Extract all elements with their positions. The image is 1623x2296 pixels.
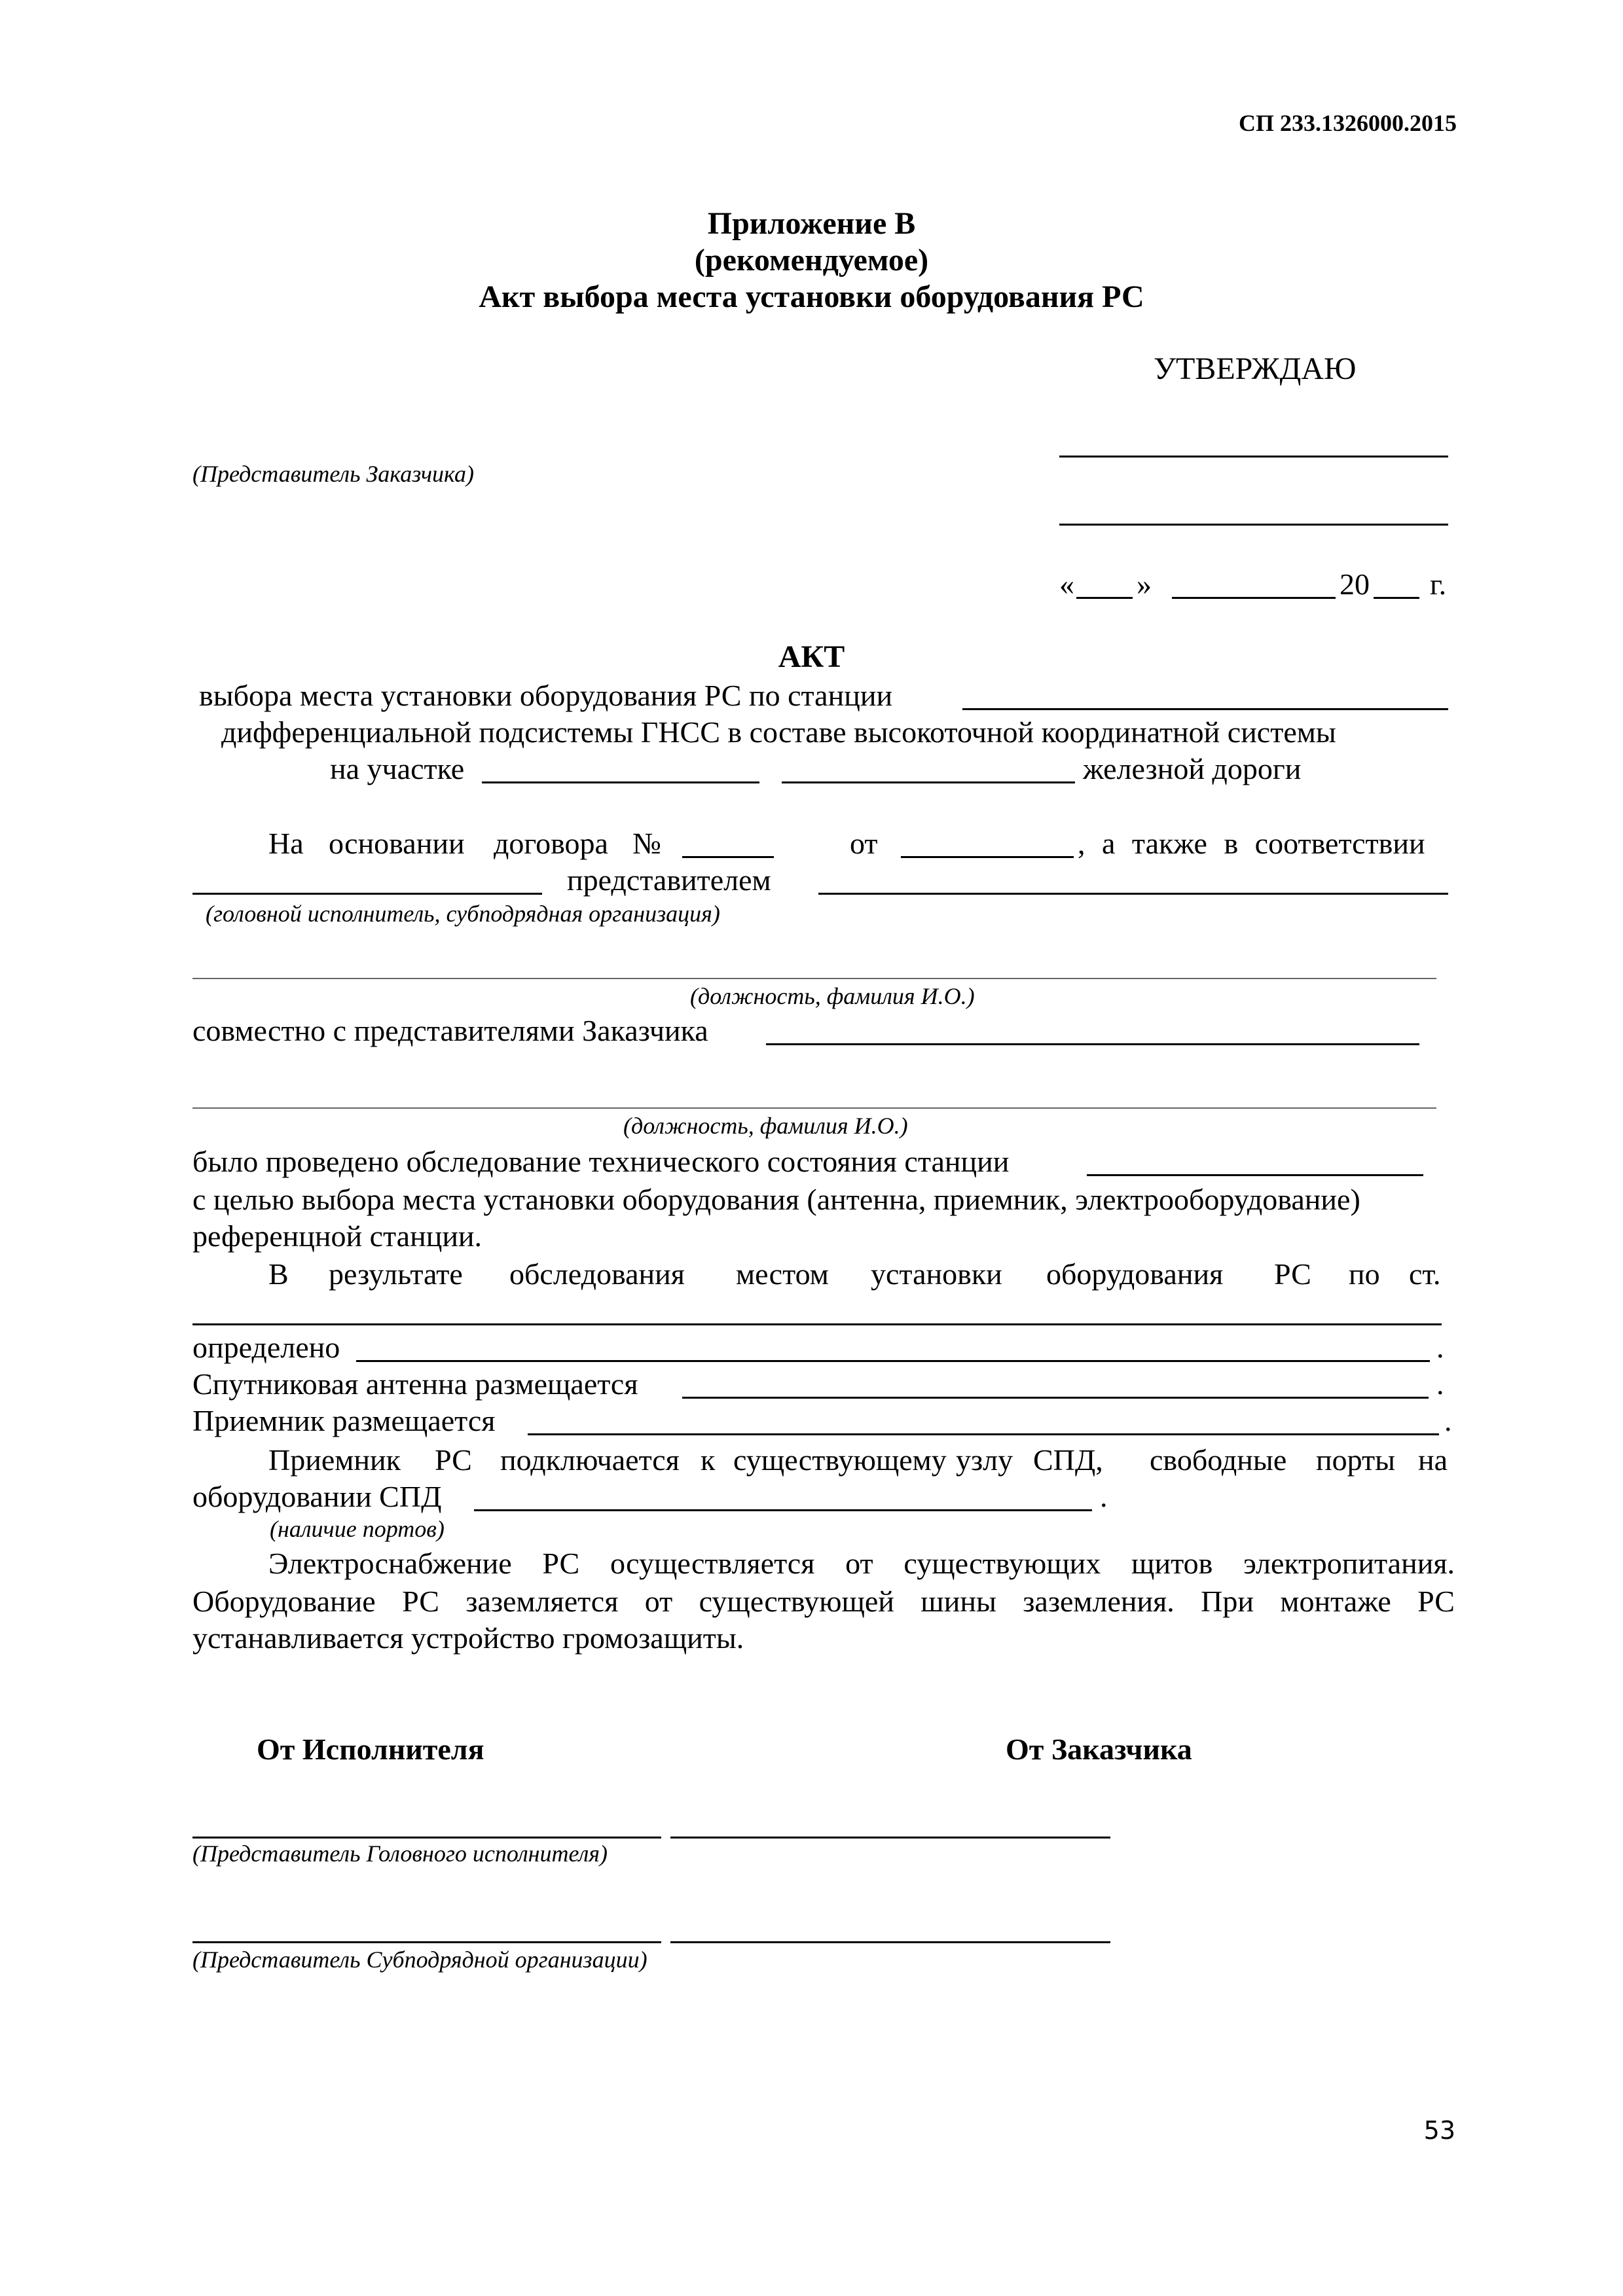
position-caption-2: (должность, фамилия И.О.) <box>623 1113 908 1139</box>
section-from-blank <box>482 781 759 783</box>
main-executor-caption: (Представитель Головного исполнителя) <box>192 1840 608 1867</box>
free-ports-blank <box>474 1509 1092 1511</box>
survey-station-blank <box>1087 1174 1423 1176</box>
antenna-dot: . <box>1436 1367 1444 1401</box>
approve-label: УТВЕРЖДАЮ <box>1154 351 1357 386</box>
result-word-4: местом <box>736 1257 829 1291</box>
approval-name-line <box>1059 524 1448 526</box>
receiver-label: Приемник размещается <box>192 1404 496 1437</box>
survey-line-3: референцной станции. <box>192 1219 483 1253</box>
result-word-1: В <box>268 1257 289 1291</box>
from-customer-label: От Заказчика <box>1006 1732 1192 1766</box>
customer-signature-line-1 <box>670 1837 1110 1839</box>
position-caption-1: (должность, фамилия И.О.) <box>690 983 975 1009</box>
determined-blank <box>356 1360 1430 1362</box>
document-code: СП 233.1326000.2015 <box>1239 110 1457 136</box>
section-to-blank <box>782 781 1075 783</box>
survey-line-1: было проведено обследование технического состояния станции <box>192 1145 1010 1178</box>
determined-label: определено <box>192 1331 340 1364</box>
result-word-7: РС <box>1274 1257 1311 1291</box>
result-full-line <box>192 1323 1442 1325</box>
antenna-label: Спутниковая антенна размещается <box>192 1367 638 1401</box>
position-full-line-2 <box>192 1107 1436 1109</box>
appendix-label: Приложение В <box>707 206 916 241</box>
appendix-status: (рекомендуемое) <box>694 243 929 278</box>
result-word-8: по <box>1349 1257 1380 1291</box>
free-ports-dot: . <box>1100 1480 1108 1513</box>
subcontractor-caption: (Представитель Субподрядной организации) <box>192 1946 647 1973</box>
customer-representative-caption: (Представитель Заказчика) <box>192 461 474 487</box>
appendix-title: Акт выбора места установки оборудования РС <box>479 279 1144 314</box>
together-label: совместно с представителями Заказчика <box>192 1014 708 1047</box>
power-line-3: устанавливается устройство громозащиты. <box>192 1621 744 1655</box>
main-executor-signature-line <box>192 1837 661 1839</box>
power-line-1: Электроснабжение РС осуществляется от существующих щитов электропитания. <box>268 1547 1455 1580</box>
contract-number-blank <box>682 856 774 858</box>
connect-word-4: к <box>701 1443 716 1477</box>
representative-blank <box>818 893 1448 895</box>
antenna-blank <box>682 1397 1429 1399</box>
date-day-blank <box>1076 597 1133 599</box>
result-word-6: оборудования <box>1046 1257 1224 1291</box>
position-full-line-1 <box>192 978 1436 979</box>
survey-line-2: с целью выбора места установки оборудования (антенна, приемник, электрооборудование) <box>192 1183 1360 1216</box>
customer-reps-blank <box>766 1043 1419 1045</box>
date-year-prefix: 20 <box>1340 567 1370 601</box>
act-line-subsystem: дифференциальной подсистемы ГНСС в составе высокоточной координатной системы <box>221 715 1336 749</box>
basis-word-2: основании <box>329 827 465 860</box>
determined-dot: . <box>1436 1331 1444 1364</box>
date-month-blank <box>1172 597 1336 599</box>
date-year-blank <box>1374 597 1419 599</box>
date-open-quote: « <box>1059 567 1074 601</box>
station-name-blank <box>962 708 1448 710</box>
connect-word-2: РС <box>435 1443 472 1477</box>
power-line-2: Оборудование РС заземляется от существующей шины заземления. При монтаже РС <box>192 1585 1455 1618</box>
contract-date-blank <box>901 856 1074 858</box>
connect-word-10: на <box>1418 1443 1448 1477</box>
page-number: 53 <box>1423 2116 1455 2145</box>
date-year-suffix: г. <box>1430 567 1447 601</box>
representative-label: представителем <box>567 863 771 897</box>
subcontractor-signature-line <box>192 1941 661 1943</box>
act-line-section-prefix: на участке <box>330 752 465 785</box>
connect-word-6: узлу <box>956 1443 1013 1477</box>
connect-word-9: порты <box>1316 1443 1396 1477</box>
ports-caption: (наличие портов) <box>270 1516 445 1542</box>
basis-from-word: от <box>850 827 878 860</box>
result-word-5: установки <box>871 1257 1002 1291</box>
result-word-2: результате <box>329 1257 463 1291</box>
act-line-station: выбора места установки оборудования РС по станции <box>199 679 893 712</box>
contractor-caption: (головной исполнитель, субподрядная организация) <box>206 901 720 927</box>
customer-signature-line-2 <box>670 1941 1110 1943</box>
act-line-section-suffix: железной дороги <box>1083 752 1302 785</box>
act-title: АКТ <box>778 639 845 674</box>
date-close-quote: » <box>1137 567 1152 601</box>
connect-word-5: существующему <box>733 1443 947 1477</box>
connect-word-8: свободные <box>1150 1443 1287 1477</box>
basis-word-1: На <box>268 827 304 860</box>
basis-number-sign: № <box>632 827 661 860</box>
spd-equipment-label: оборудовании СПД <box>192 1480 442 1513</box>
from-executor-label: От Исполнителя <box>257 1732 484 1766</box>
connect-word-7: СПД, <box>1033 1443 1103 1477</box>
contractor-blank <box>192 893 542 895</box>
connect-word-1: Приемник <box>268 1443 401 1477</box>
basis-accordance: , а также в соответствии <box>1078 827 1425 860</box>
basis-word-3: договора <box>494 827 608 860</box>
connect-word-3: подключается <box>500 1443 680 1477</box>
receiver-blank <box>528 1433 1439 1435</box>
result-word-9: ст. <box>1409 1257 1441 1291</box>
receiver-dot: . <box>1444 1404 1452 1437</box>
result-word-3: обследования <box>509 1257 685 1291</box>
approval-signature-line <box>1059 456 1448 457</box>
